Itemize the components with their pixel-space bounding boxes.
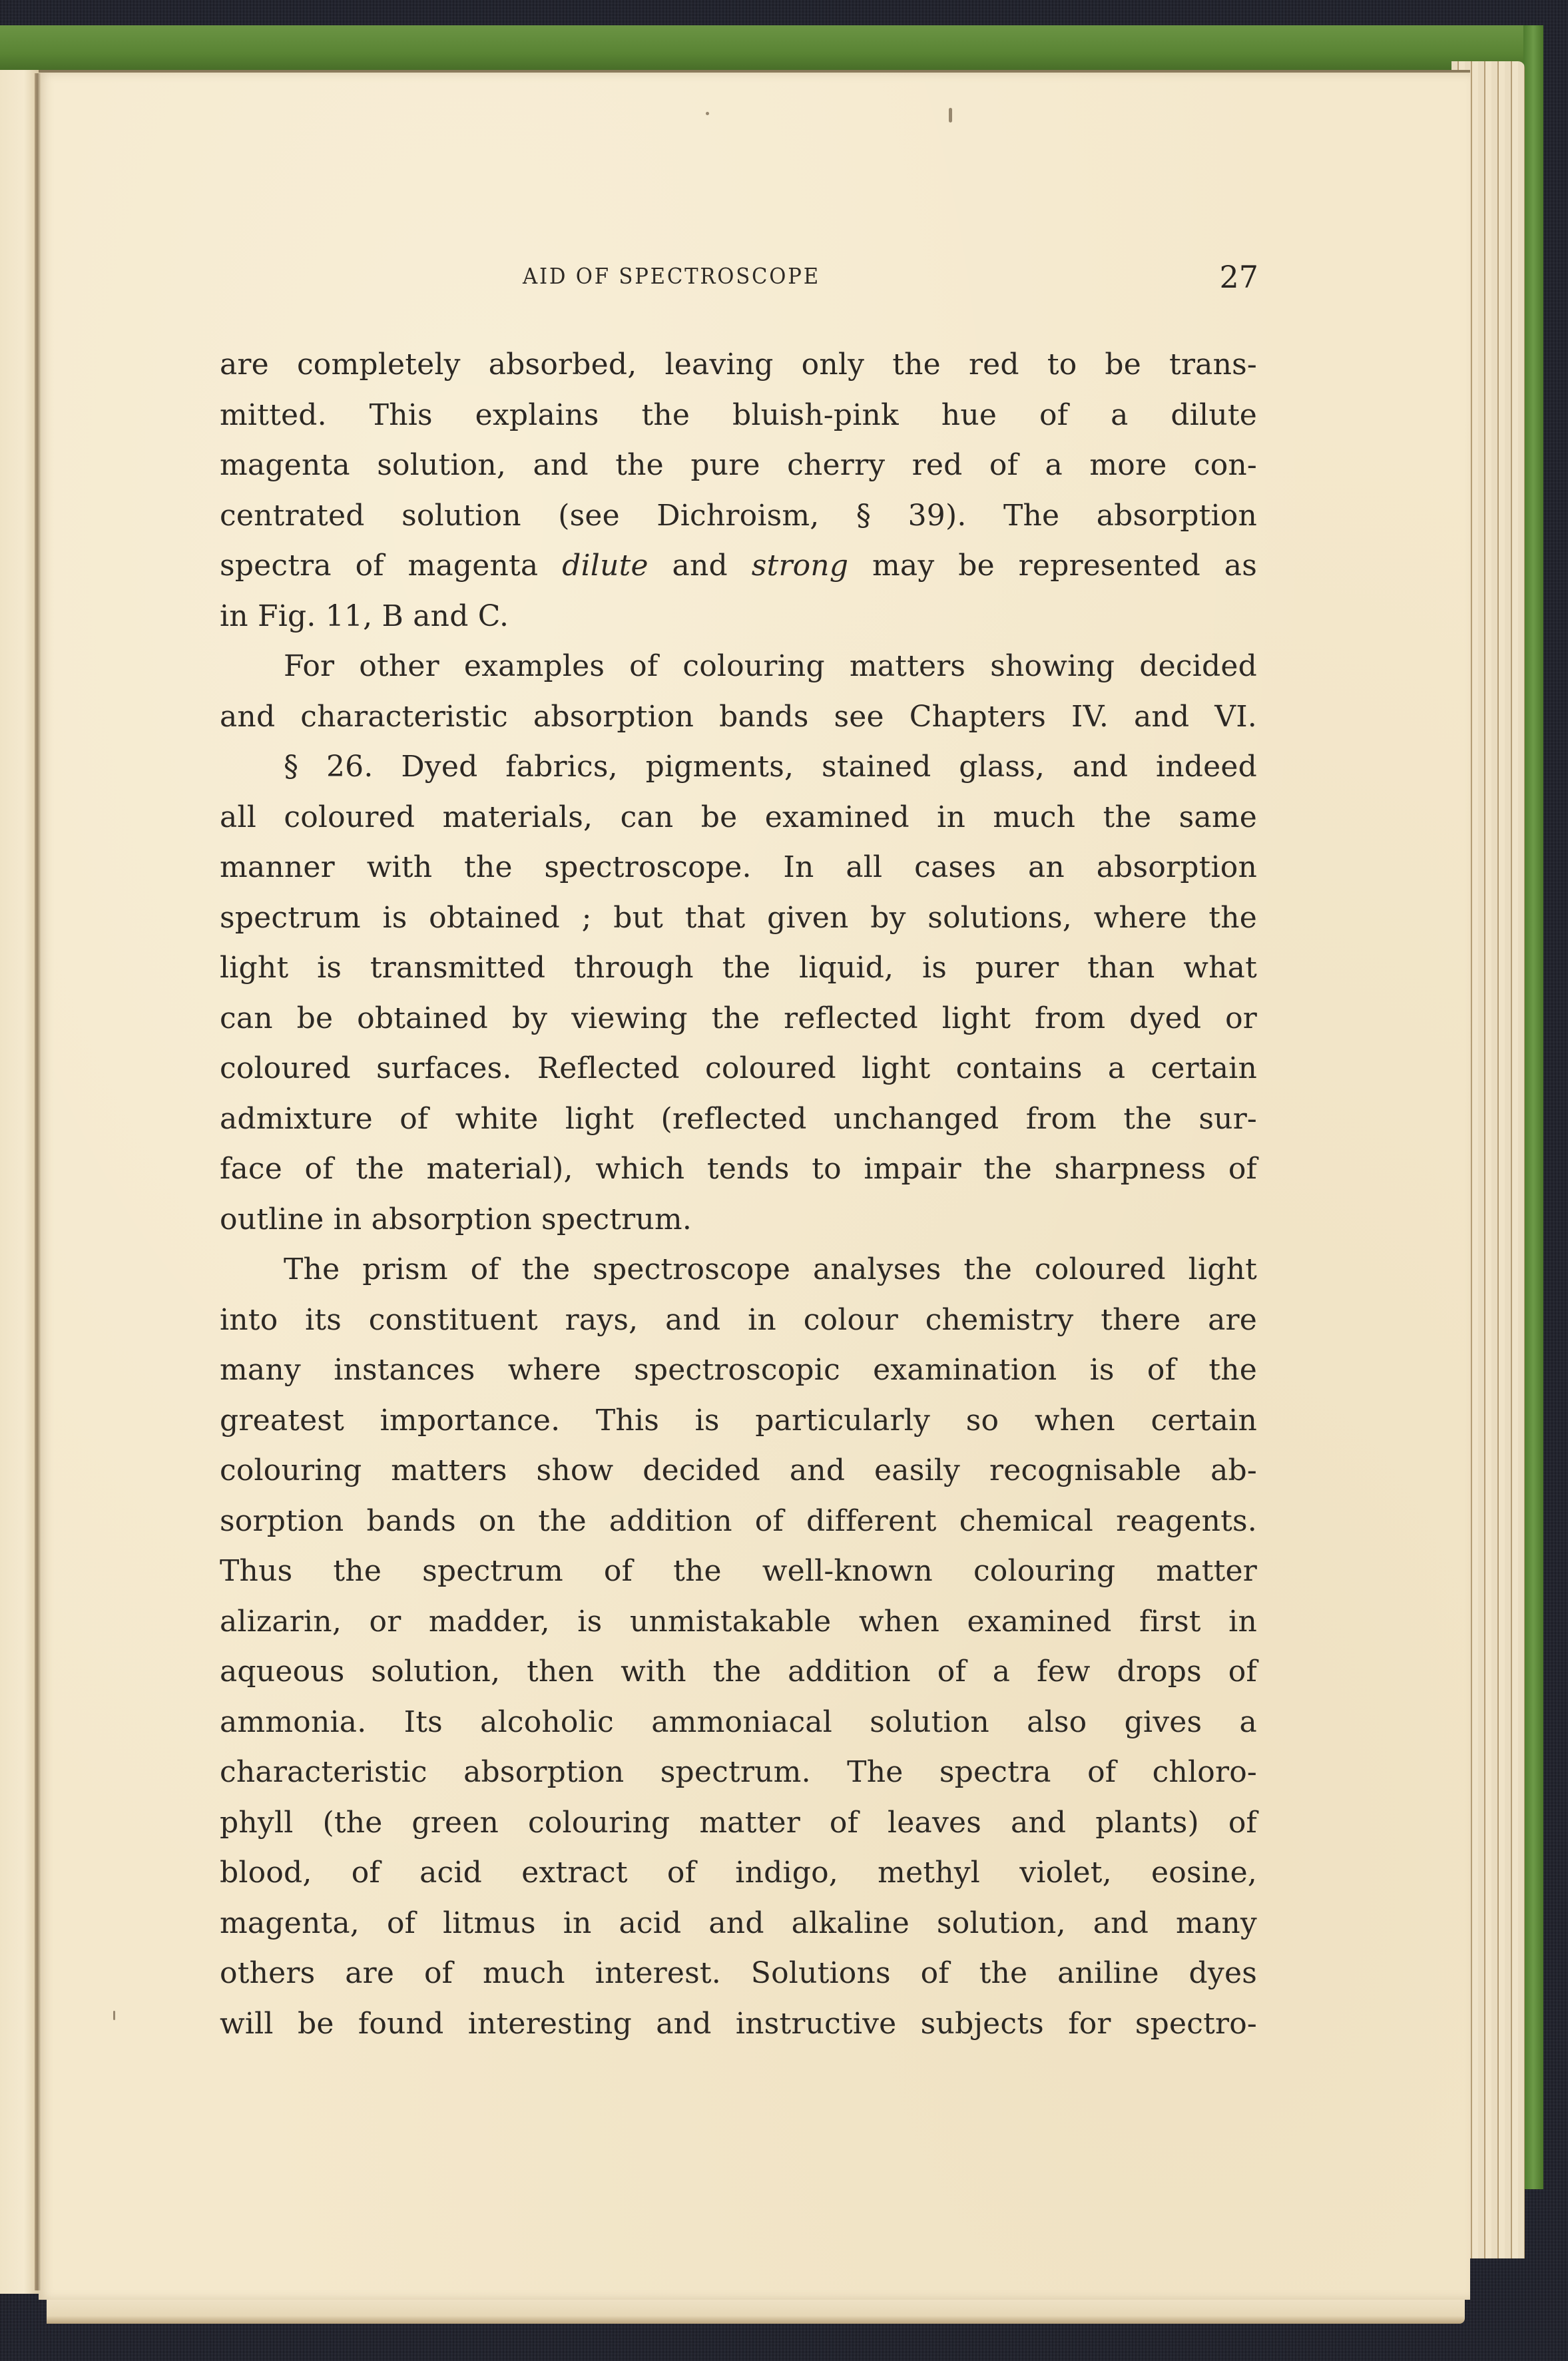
book-cover-top-edge <box>0 25 1543 72</box>
text-line: coloured surfaces. Reflected coloured light contains a certain <box>220 1051 1257 1085</box>
page-number: 27 <box>1219 259 1258 295</box>
text-line: sorption bands on the addition of different chemical reagents. <box>220 1503 1257 1538</box>
italic-strong: strong <box>751 549 849 583</box>
text-line: Thus the spectrum of the well-known colouring matter <box>220 1554 1257 1588</box>
text-line: and characteristic absorption bands see Chapters IV. and VI. <box>220 699 1257 734</box>
text-line: others are of much interest. Solutions of the aniline dyes <box>220 1956 1257 1990</box>
text-line: into its constituent rays, and in colour chemistry there are <box>220 1302 1257 1337</box>
text-line: aqueous solution, then with the addition of a few drops of <box>220 1655 1257 1689</box>
text-line: all coloured materials, can be examined in much the same <box>220 800 1257 834</box>
paragraph-start-line: The prism of the spectroscope analyses the coloured light <box>284 1252 1257 1286</box>
text-line: characteristic absorption spectrum. The spectra of chloro- <box>220 1755 1257 1789</box>
book-cover-right-edge <box>1523 25 1543 2189</box>
text-line: magenta solution, and the pure cherry red of a more con- <box>220 448 1257 482</box>
section-26-start-line: § 26. Dyed fabrics, pigments, stained glass, and indeed <box>284 750 1257 784</box>
text-line: greatest importance. This is particularly so when certain <box>220 1403 1257 1438</box>
text-line: colouring matters show decided and easily recognisable ab- <box>220 1453 1257 1487</box>
text-line <box>220 541 1257 591</box>
paper-speck <box>706 112 709 115</box>
text-line: face of the material), which tends to impair the sharpness of <box>220 1152 1257 1186</box>
text-line: manner with the spectroscope. In all cases an absorption <box>220 850 1257 884</box>
text-line: magenta, of litmus in acid and alkaline solution, and many <box>220 1906 1257 1940</box>
page-gutter <box>35 73 41 2290</box>
paragraph-start-line: For other examples of colouring matters showing decided <box>284 649 1257 683</box>
text-span: and <box>648 549 752 583</box>
text-line: centrated solution (see Dichroism, § 39). The absorption <box>220 498 1257 533</box>
left-page-leaf <box>0 70 40 2294</box>
body-text <box>220 340 1257 2049</box>
text-line: phyll (the green colouring matter of leaves and plants) of <box>220 1805 1257 1840</box>
text-line: many instances where spectroscopic examination is of the <box>220 1353 1257 1387</box>
running-head <box>523 259 1258 296</box>
text-span: may be represented as <box>848 549 1257 583</box>
text-span: spectra of magenta <box>220 549 563 583</box>
text-line: alizarin, or madder, is unmistakable when examined first in <box>220 1604 1257 1639</box>
text-line: in Fig. 11, B and C. <box>220 599 509 633</box>
italic-dilute: dilute <box>562 549 649 583</box>
text-line: are completely absorbed, leaving only the red to be trans- <box>220 348 1257 382</box>
text-line: blood, of acid extract of indigo, methyl violet, eosine, <box>220 1856 1257 1890</box>
text-line: light is transmitted through the liquid, is purer than what <box>220 951 1257 985</box>
text-line: spectrum is obtained ; but that given by solutions, where the <box>220 900 1257 935</box>
text-line: outline in absorption spectrum. <box>220 1202 692 1236</box>
text-line: mitted. This explains the bluish-pink hue of a dilute <box>220 397 1257 432</box>
text-line: ammonia. Its alcoholic ammoniacal solution also gives a <box>220 1705 1257 1739</box>
paper-speck <box>949 108 952 123</box>
text-line: can be obtained by viewing the reflected light from dyed or <box>220 1001 1257 1035</box>
text-line: admixture of white light (reflected unchanged from the sur- <box>220 1101 1257 1136</box>
paper-speck <box>113 2011 115 2020</box>
text-line: will be found interesting and instructive subjects for spectro- <box>220 2006 1257 2041</box>
running-head-title: AID OF SPECTROSCOPE <box>523 263 820 289</box>
page-stack-bottom-edge <box>47 2297 1465 2324</box>
